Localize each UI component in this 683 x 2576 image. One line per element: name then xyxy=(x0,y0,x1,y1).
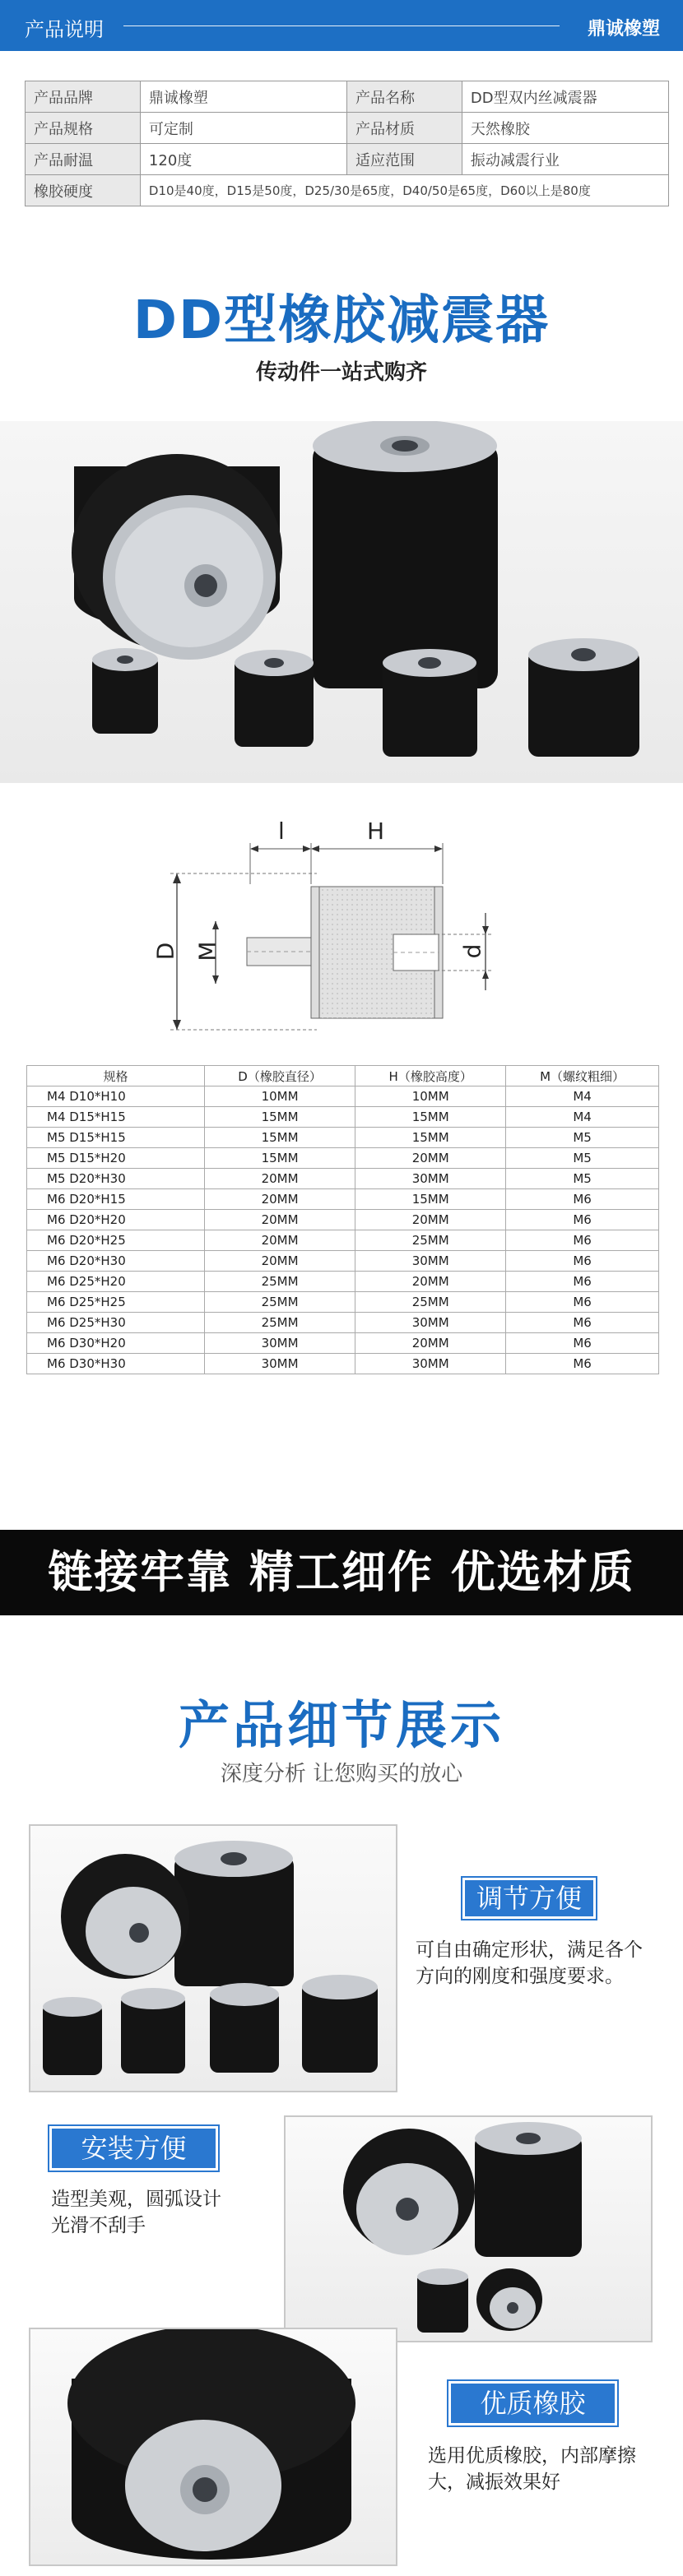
size-table-row xyxy=(27,1313,659,1333)
detail-desc-line: 可自由确定形状，满足各个 xyxy=(416,1939,643,1961)
size-table-cell: 20MM xyxy=(204,1251,355,1272)
size-table-cell: 15MM xyxy=(204,1107,355,1128)
detail-desc-line: 光滑不刮手 xyxy=(51,2215,146,2236)
dim-label-h: H xyxy=(367,818,385,845)
size-table-cell: 20MM xyxy=(204,1210,355,1230)
size-table-row xyxy=(27,1210,659,1230)
size-table-cell: M6 xyxy=(506,1189,659,1210)
size-table-cell: 20MM xyxy=(355,1210,506,1230)
small-mount-image xyxy=(383,649,477,757)
detail-desc-line: 造型美观，圆弧设计 xyxy=(51,2189,221,2210)
size-table-cell: 20MM xyxy=(204,1230,355,1251)
details-title: 产品细节展示 xyxy=(178,1695,504,1755)
spec-row xyxy=(26,113,669,144)
header-divider xyxy=(123,25,560,26)
size-table-cell: M6 xyxy=(506,1333,659,1354)
spec-value: DD型双内丝减震器 xyxy=(462,81,668,113)
spec-row xyxy=(26,144,669,175)
product-title: DD型橡胶减震器 xyxy=(132,290,551,351)
size-table-cell: 25MM xyxy=(204,1292,355,1313)
spec-value: 鼎诚橡塑 xyxy=(140,81,346,113)
size-table-cell: M6 D20*H30 xyxy=(27,1251,205,1272)
size-table-cell: M6 xyxy=(506,1230,659,1251)
large-mount-image xyxy=(72,454,282,660)
size-table-cell: M6 D30*H20 xyxy=(27,1333,205,1354)
size-table-cell: M6 D30*H30 xyxy=(27,1354,205,1374)
detail-photo xyxy=(29,2328,397,2566)
detail-tag: 安装方便 xyxy=(49,2126,218,2171)
size-table-cell: M6 xyxy=(506,1292,659,1313)
spec-key: 橡胶硬度 xyxy=(26,175,141,206)
spec-row xyxy=(26,81,669,113)
spec-value: 振动减震行业 xyxy=(462,144,668,175)
size-table-cell: M4 D15*H15 xyxy=(27,1107,205,1128)
size-table-cell: 10MM xyxy=(355,1086,506,1107)
size-table-cell: 15MM xyxy=(204,1148,355,1169)
size-table-cell: M5 xyxy=(506,1169,659,1189)
size-table-cell: 30MM xyxy=(355,1169,506,1189)
spec-row xyxy=(26,175,669,206)
spec-key: 产品品牌 xyxy=(26,81,141,113)
size-table-cell: M5 D20*H30 xyxy=(27,1169,205,1189)
size-table-cell: M6 D20*H25 xyxy=(27,1230,205,1251)
size-table-cell: M6 D25*H20 xyxy=(27,1272,205,1292)
spec-key: 适应范围 xyxy=(346,144,462,175)
spec-value: 120度 xyxy=(140,144,346,175)
size-table-row xyxy=(27,1128,659,1148)
size-table-row xyxy=(27,1354,659,1374)
spec-key: 产品名称 xyxy=(346,81,462,113)
size-table-cell: M6 xyxy=(506,1251,659,1272)
size-table-cell: 20MM xyxy=(355,1333,506,1354)
size-table-cell: M6 xyxy=(506,1354,659,1374)
feature-banner: 链接牢靠 精工细作 优选材质 xyxy=(0,1530,683,1615)
small-mount-image xyxy=(528,638,639,757)
size-table-cell: 20MM xyxy=(355,1272,506,1292)
detail-photo xyxy=(29,1824,397,2092)
size-table-row xyxy=(27,1230,659,1251)
spec-key: 产品材质 xyxy=(346,113,462,144)
size-table-cell: M6 xyxy=(506,1313,659,1333)
detail-desc-line: 方向的刚度和强度要求。 xyxy=(416,1966,624,1987)
detail-desc xyxy=(51,2186,273,2239)
size-table-cell: M6 D25*H30 xyxy=(27,1313,205,1333)
dim-label-d-outer: D xyxy=(151,942,179,961)
size-table-cell: 15MM xyxy=(355,1189,506,1210)
size-table-cell: M4 D10*H10 xyxy=(27,1086,205,1107)
size-table-cell: M5 xyxy=(506,1128,659,1148)
size-header-cell: D（橡胶直径） xyxy=(204,1066,355,1086)
size-table-row xyxy=(27,1169,659,1189)
header-brand: 鼎诚橡塑 xyxy=(587,19,660,39)
size-table-cell: 30MM xyxy=(204,1354,355,1374)
spec-value: 可定制 xyxy=(140,113,346,144)
size-table-cell: M5 xyxy=(506,1148,659,1169)
size-table-header xyxy=(27,1066,659,1086)
size-table-cell: 25MM xyxy=(355,1230,506,1251)
size-table-row xyxy=(27,1086,659,1107)
dim-label-d-inner: d xyxy=(458,943,486,959)
size-table-cell: 20MM xyxy=(204,1169,355,1189)
size-table-cell: 25MM xyxy=(204,1272,355,1292)
size-table-cell: M5 D15*H15 xyxy=(27,1128,205,1148)
size-table xyxy=(26,1065,659,1374)
size-table-cell: 30MM xyxy=(355,1251,506,1272)
size-table-row xyxy=(27,1148,659,1169)
size-table-row xyxy=(27,1107,659,1128)
size-header-cell: H（橡胶高度） xyxy=(355,1066,506,1086)
size-table-row xyxy=(27,1333,659,1354)
product-subtitle: 传动件一站式购齐 xyxy=(255,360,427,385)
size-table-cell: 25MM xyxy=(355,1292,506,1313)
details-subtitle: 深度分析 让您购买的放心 xyxy=(220,1762,463,1786)
detail-photo xyxy=(284,2115,653,2342)
product-photo xyxy=(0,421,683,783)
detail-tag: 优质橡胶 xyxy=(448,2381,617,2425)
detail-desc xyxy=(428,2443,675,2495)
size-table-cell: 15MM xyxy=(204,1128,355,1148)
size-table-cell: M4 xyxy=(506,1107,659,1128)
size-table-row xyxy=(27,1272,659,1292)
size-table-row xyxy=(27,1189,659,1210)
spec-key: 产品耐温 xyxy=(26,144,141,175)
size-table-cell: 15MM xyxy=(355,1128,506,1148)
size-table-cell: M6 xyxy=(506,1272,659,1292)
size-header-cell: 规格 xyxy=(27,1066,205,1086)
size-table-cell: 25MM xyxy=(204,1313,355,1333)
size-table-cell: 20MM xyxy=(204,1189,355,1210)
detail-desc-line: 选用优质橡胶，内部摩擦 xyxy=(428,2445,636,2467)
size-table-row xyxy=(27,1251,659,1272)
spec-value: 天然橡胶 xyxy=(462,113,668,144)
size-table-cell: M4 xyxy=(506,1086,659,1107)
header-bar xyxy=(0,0,683,51)
header-title: 产品说明 xyxy=(25,18,104,41)
small-mount-image xyxy=(235,650,314,747)
size-table-cell: 10MM xyxy=(204,1086,355,1107)
detail-desc-line: 大，减振效果好 xyxy=(428,2472,560,2493)
size-table-cell: 15MM xyxy=(355,1107,506,1128)
size-table-cell: M6 D25*H25 xyxy=(27,1292,205,1313)
dim-label-m: M xyxy=(193,941,221,961)
size-table-cell: M6 D20*H15 xyxy=(27,1189,205,1210)
size-table-cell: 30MM xyxy=(355,1313,506,1333)
large-mount-image xyxy=(313,421,498,688)
detail-tag: 调节方便 xyxy=(462,1878,596,1919)
spec-value: D10是40度，D15是50度，D25/30是65度，D40/50是65度，D60以上是80度 xyxy=(140,175,668,206)
size-header-cell: M（螺纹粗细） xyxy=(506,1066,659,1086)
size-table-cell: M6 xyxy=(506,1210,659,1230)
spec-key: 产品规格 xyxy=(26,113,141,144)
size-table-cell: 30MM xyxy=(204,1333,355,1354)
spec-table xyxy=(25,81,669,206)
size-table-cell: M5 D15*H20 xyxy=(27,1148,205,1169)
size-table-cell: 30MM xyxy=(355,1354,506,1374)
detail-desc xyxy=(416,1937,671,1990)
dimension-diagram xyxy=(0,814,683,1053)
size-table-cell: 20MM xyxy=(355,1148,506,1169)
small-mount-image xyxy=(92,648,158,734)
dim-label-l: l xyxy=(278,818,285,845)
size-table-row xyxy=(27,1292,659,1313)
size-table-cell: M6 D20*H20 xyxy=(27,1210,205,1230)
